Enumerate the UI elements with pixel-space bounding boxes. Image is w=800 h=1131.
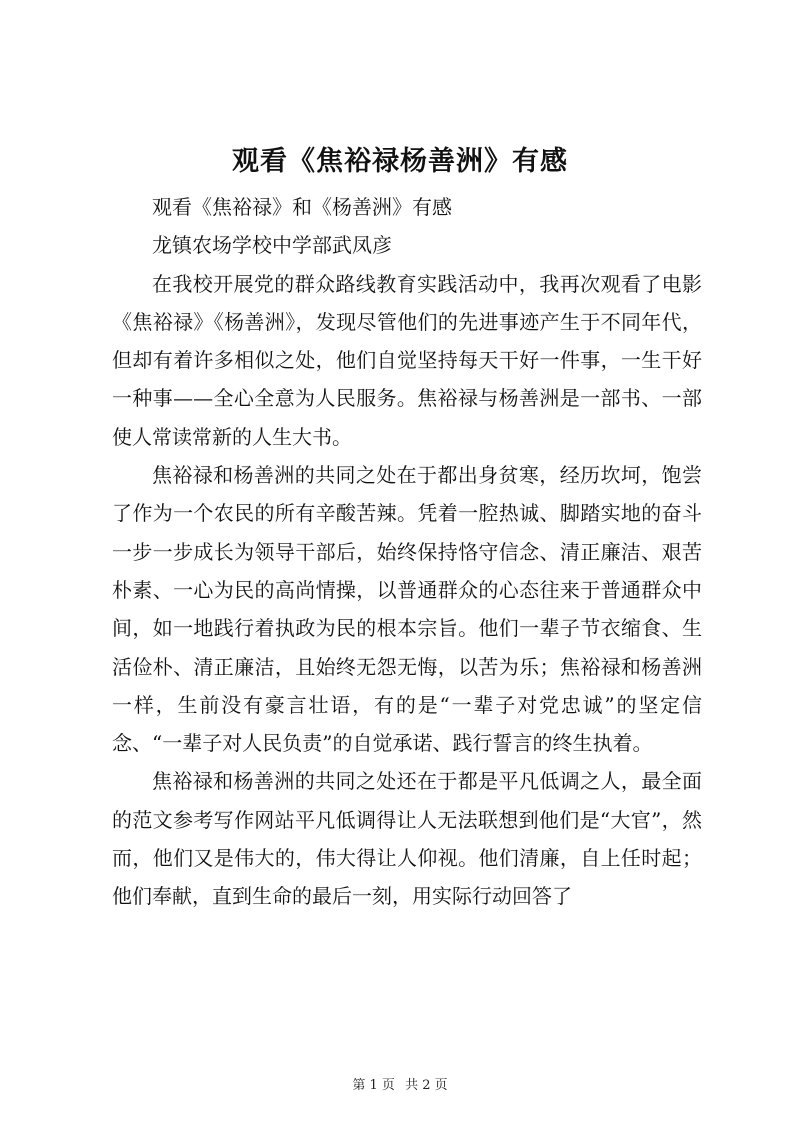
subtitle-paragraph: 观看《焦裕禄》和《杨善洲》有感 [152, 195, 452, 219]
page-footer [0, 1076, 800, 1096]
body-paragraph: 焦裕禄和杨善洲的共同之处还在于都是平凡低调之人，最全面的范文参考写作网站平凡低调得让人无法联想到他们是“大官”，然而，他们又是伟大的，伟大得让人仰视。他们清廉，自上任时起；他们奉献，直到生命的最后一刻，用实际行动回答了 [112, 769, 702, 909]
page-number: 第 1 页 [352, 1078, 395, 1093]
author-line: 龙镇农场学校中学部武凤彦 [152, 233, 392, 258]
body-paragraph: 焦裕禄和杨善洲的共同之处在于都出身贫寒，经历坎坷，饱尝了作为一个农民的所有辛酸苦辣。凭着一腔热诚、脚踏实地的奋斗一步一步成长为领导干部后，始终保持恪守信念、清正廉洁、艰苦朴素、一心为民的高尚情操，以普通群众的心态往来于普通群众中间，如一地践行着执政为民的根本宗旨。他们一辈子节衣缩食、生活俭朴、清正廉洁，且始终无怨无悔，以苦为乐；焦裕禄和杨善洲一样，生前没有豪言壮语，有的是“一辈子对党忠诚”的坚定信念、“一辈子对人民负责”的自觉承诺、践行誓言的终生执着。 [112, 463, 702, 756]
document-body [112, 188, 702, 916]
document-title: 观看《焦裕禄杨善洲》有感 [232, 146, 568, 177]
page-total: 共 2 页 [405, 1078, 448, 1093]
body-paragraph: 在我校开展党的群众路线教育实践活动中，我再次观看了电影《焦裕禄》《杨善洲》，发现尽管他们的先进事迹产生于不同年代，但却有着许多相似之处，他们自觉坚持每天干好一件事，一生干好一种事——全心全意为人民服务。焦裕禄与杨善洲是一部书、一部使人常读常新的人生大书。 [112, 271, 702, 449]
